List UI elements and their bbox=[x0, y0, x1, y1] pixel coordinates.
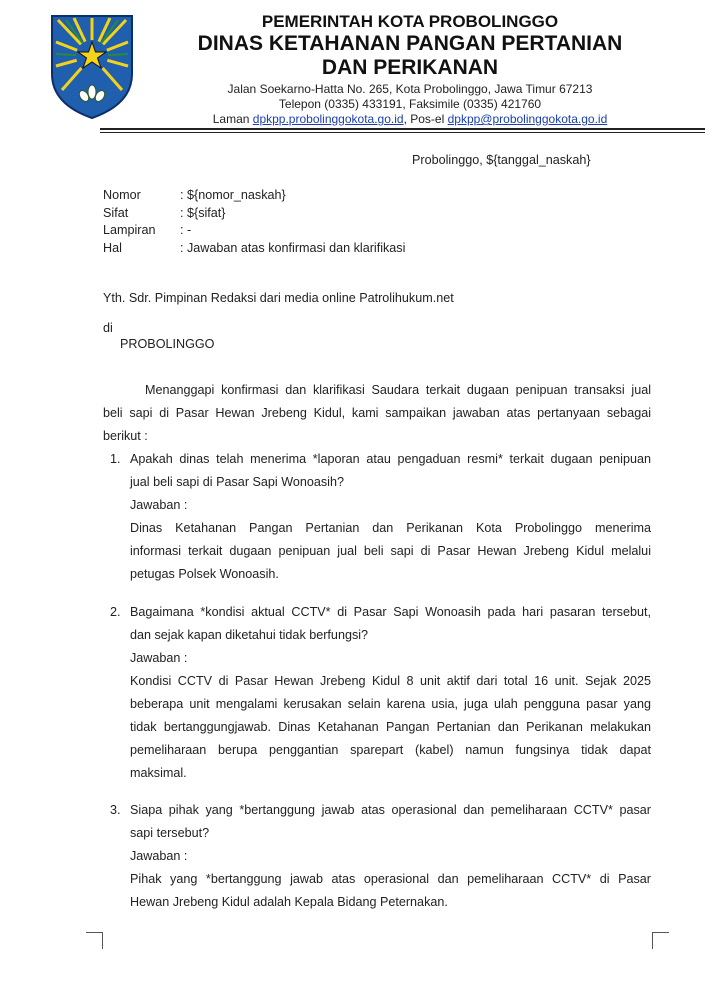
lampiran-value: : - bbox=[180, 223, 192, 237]
letterhead-address: Jalan Soekarno-Hatta No. 265, Kota Probolinggo, Jawa Timur 67213 bbox=[227, 82, 593, 96]
item-question-line: Apakah dinas telah menerima *laporan atau pengaduan resmi* terkait dugaan penipuan bbox=[130, 452, 651, 466]
web-label: Laman bbox=[212, 112, 250, 126]
intro-line: Menanggapi konfirmasi dan klarifikasi Saudara terkait dugaan penipuan transaksi jual bbox=[145, 383, 651, 397]
page-corner-mark-left bbox=[86, 932, 103, 949]
city-emblem-logo bbox=[48, 12, 136, 122]
header-rule-thick bbox=[100, 128, 705, 130]
letterhead-contact bbox=[190, 112, 630, 127]
hal-value: : Jawaban atas konfirmasi dan klarifikasi bbox=[180, 241, 406, 255]
letterhead-government: PEMERINTAH KOTA PROBOLINGGO bbox=[261, 12, 559, 31]
email-link[interactable]: dpkpp@probolinggokota.go.id bbox=[447, 112, 608, 126]
sifat-label: Sifat bbox=[103, 206, 129, 220]
answer-label: Jawaban : bbox=[130, 651, 188, 665]
nomor-value: : ${nomor_naskah} bbox=[180, 188, 286, 202]
recipient-place: PROBOLINGGO bbox=[120, 337, 215, 351]
answer-line: Dinas Ketahanan Pangan Pertanian dan Perikanan Kota Probolinggo menerima bbox=[130, 521, 651, 535]
item-question-line: dan sejak kapan diketahui tidak berfungsi? bbox=[130, 628, 369, 642]
nomor-label: Nomor bbox=[103, 188, 141, 202]
item-question-line: Siapa pihak yang *bertanggung jawab atas operasional dan pemeliharaan CCTV* pasar bbox=[130, 803, 651, 817]
recipient-di: di bbox=[103, 321, 113, 335]
email-label: , Pos-el bbox=[403, 112, 445, 126]
date-line: Probolinggo, ${tanggal_naskah} bbox=[412, 153, 591, 167]
page-corner-mark-right bbox=[652, 932, 669, 949]
answer-label: Jawaban : bbox=[130, 849, 188, 863]
hal-label: Hal bbox=[103, 241, 122, 255]
item-question-line: Bagaimana *kondisi aktual CCTV* di Pasar Sapi Wonoasih pada hari pasaran tersebut, bbox=[130, 605, 651, 619]
website-link[interactable]: dpkpp.probolinggokota.go.id bbox=[252, 112, 404, 126]
intro-line: berikut : bbox=[103, 429, 148, 443]
answer-line: tidak bertanggungjawab. Dinas Ketahanan Pangan Pertanian dan Perikanan melakukan bbox=[130, 720, 651, 734]
answer-line: Pihak yang *bertanggung jawab atas operasional dan pemeliharaan CCTV* di Pasar bbox=[130, 872, 651, 886]
lampiran-label: Lampiran bbox=[103, 223, 156, 237]
item-number: 1. bbox=[110, 452, 121, 466]
answer-line: Hewan Jrebeng Kidul adalah Kepala Bidang Peternakan. bbox=[130, 895, 448, 909]
item-question-line: sapi tersebut? bbox=[130, 826, 210, 840]
intro-line: beli sapi di Pasar Hewan Jrebeng Kidul, kami sampaikan jawaban atas pertanyaan sebagai bbox=[103, 406, 651, 420]
answer-line: informasi terkait dugaan penipuan jual beli sapi di Pasar Hewan Jrebeng Kidul melalui bbox=[130, 544, 651, 558]
letterhead bbox=[190, 12, 630, 127]
answer-label: Jawaban : bbox=[130, 498, 188, 512]
sifat-value: : ${sifat} bbox=[180, 206, 226, 220]
recipient-line: Yth. Sdr. Pimpinan Redaksi dari media online Patrolihukum.net bbox=[103, 291, 454, 305]
answer-line: pemeliharaan berupa penggantian sparepart (kabel) namun fungsinya tidak dapat bbox=[130, 743, 651, 757]
letterhead-phone: Telepon (0335) 433191, Faksimile (0335) 421760 bbox=[278, 97, 542, 111]
item-question-line: jual beli sapi di Pasar Sapi Wonoasih? bbox=[130, 475, 344, 489]
header-rule-thin bbox=[100, 132, 705, 133]
answer-line: beberapa unit mengalami kerusakan selain karena usia, juga ulah pengguna pasar yang bbox=[130, 697, 651, 711]
letterhead-agency-line1: DINAS KETAHANAN PANGAN PERTANIAN bbox=[197, 32, 623, 55]
answer-line: Kondisi CCTV di Pasar Hewan Jrebeng Kidul 8 unit aktif dari total 16 unit. Sejak 2025 bbox=[130, 674, 651, 688]
item-number: 3. bbox=[110, 803, 121, 817]
answer-line: maksimal. bbox=[130, 766, 187, 780]
answer-line: petugas Polsek Wonoasih. bbox=[130, 567, 279, 581]
letterhead-agency-line2: DAN PERIKANAN bbox=[321, 56, 499, 79]
item-number: 2. bbox=[110, 605, 121, 619]
